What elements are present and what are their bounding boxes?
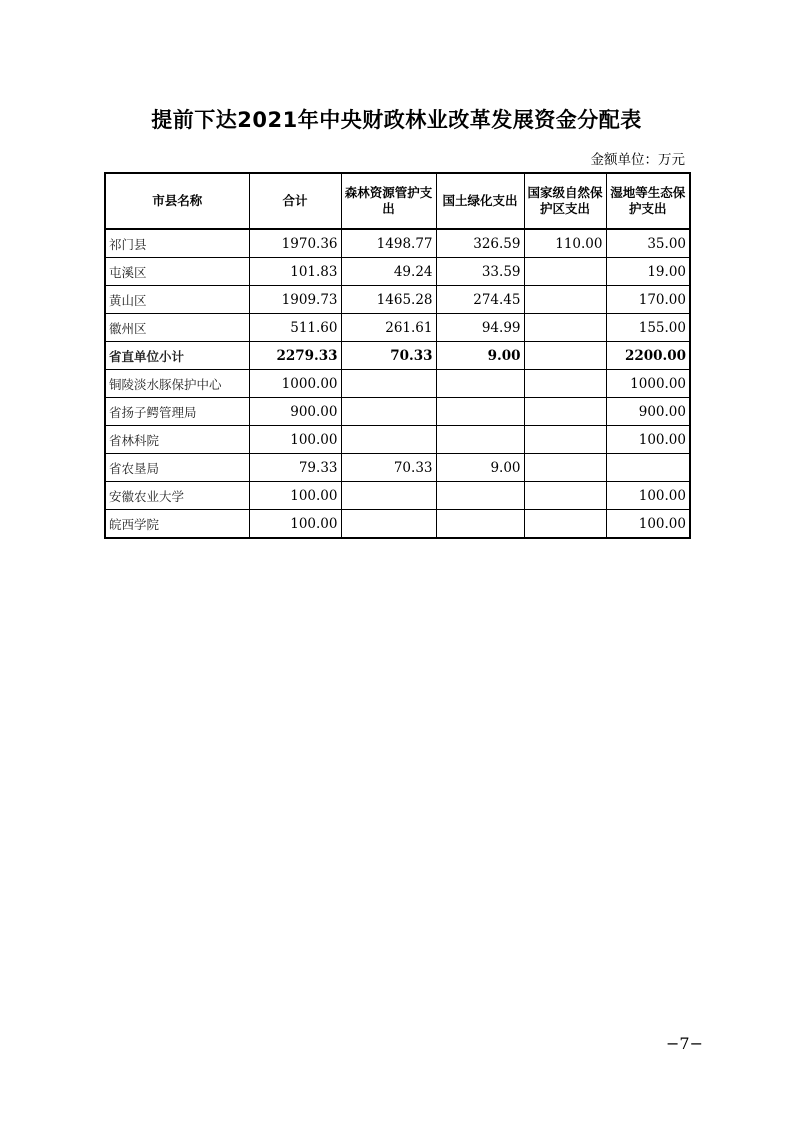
table-row <box>105 454 690 482</box>
cell-region-name: 省林科院 <box>105 426 249 454</box>
table-row <box>105 229 690 258</box>
cell-total: 101.83 <box>249 258 341 286</box>
cell-wetland-protection: 155.00 <box>606 314 690 342</box>
cell-total: 100.00 <box>249 482 341 510</box>
cell-total: 1000.00 <box>249 370 341 398</box>
cell-wetland-protection: 1000.00 <box>606 370 690 398</box>
cell-region-name: 皖西学院 <box>105 510 249 539</box>
cell-land-greening: 33.59 <box>436 258 524 286</box>
cell-nature-reserve <box>524 286 606 314</box>
cell-forest-management <box>341 426 436 454</box>
cell-nature-reserve <box>524 454 606 482</box>
table-row <box>105 258 690 286</box>
cell-land-greening: 9.00 <box>436 454 524 482</box>
page-title: 提前下达2021年中央财政林业改革发展资金分配表 <box>151 108 642 132</box>
cell-forest-management: 1465.28 <box>341 286 436 314</box>
table-row <box>105 482 690 510</box>
cell-forest-management: 70.33 <box>341 454 436 482</box>
table-header-row <box>105 173 690 229</box>
cell-nature-reserve <box>524 426 606 454</box>
cell-land-greening: 94.99 <box>436 314 524 342</box>
cell-nature-reserve <box>524 370 606 398</box>
cell-nature-reserve <box>524 398 606 426</box>
cell-total: 100.00 <box>249 510 341 539</box>
cell-total: 79.33 <box>249 454 341 482</box>
cell-region-name: 省扬子鳄管理局 <box>105 398 249 426</box>
cell-wetland-protection: 900.00 <box>606 398 690 426</box>
cell-region-name: 省农垦局 <box>105 454 249 482</box>
cell-forest-management: 49.24 <box>341 258 436 286</box>
cell-wetland-protection: 35.00 <box>606 229 690 258</box>
cell-region-name: 屯溪区 <box>105 258 249 286</box>
cell-forest-management: 261.61 <box>341 314 436 342</box>
cell-region-name: 祁门县 <box>105 229 249 258</box>
cell-nature-reserve <box>524 510 606 539</box>
header-nature-reserve: 国家级自然保护区支出 <box>524 173 606 229</box>
cell-nature-reserve: 110.00 <box>524 229 606 258</box>
cell-land-greening: 326.59 <box>436 229 524 258</box>
cell-forest-management <box>341 370 436 398</box>
table-row <box>105 398 690 426</box>
cell-forest-management <box>341 482 436 510</box>
cell-land-greening: 274.45 <box>436 286 524 314</box>
cell-nature-reserve <box>524 314 606 342</box>
cell-wetland-protection: 19.00 <box>606 258 690 286</box>
cell-forest-management: 70.33 <box>341 342 436 370</box>
cell-forest-management <box>341 510 436 539</box>
cell-land-greening <box>436 370 524 398</box>
cell-region-name: 安徽农业大学 <box>105 482 249 510</box>
cell-land-greening <box>436 426 524 454</box>
cell-wetland-protection: 170.00 <box>606 286 690 314</box>
cell-region-name: 徽州区 <box>105 314 249 342</box>
header-wetland-protection: 湿地等生态保护支出 <box>606 173 690 229</box>
cell-region-name: 省直单位小计 <box>105 342 249 370</box>
cell-total: 511.60 <box>249 314 341 342</box>
cell-region-name: 黄山区 <box>105 286 249 314</box>
header-land-greening: 国土绿化支出 <box>436 173 524 229</box>
subtotal-row <box>105 342 690 370</box>
cell-nature-reserve <box>524 258 606 286</box>
cell-wetland-protection: 2200.00 <box>606 342 690 370</box>
cell-forest-management <box>341 398 436 426</box>
cell-wetland-protection: 100.00 <box>606 482 690 510</box>
cell-total: 900.00 <box>249 398 341 426</box>
cell-total: 1970.36 <box>249 229 341 258</box>
cell-nature-reserve <box>524 342 606 370</box>
cell-wetland-protection: 100.00 <box>606 426 690 454</box>
header-region-name: 市县名称 <box>105 173 249 229</box>
table-row <box>105 286 690 314</box>
cell-total: 1909.73 <box>249 286 341 314</box>
unit-label: 金额单位：万元 <box>590 152 685 168</box>
cell-land-greening <box>436 482 524 510</box>
table-row <box>105 370 690 398</box>
table-row <box>105 426 690 454</box>
cell-land-greening <box>436 510 524 539</box>
cell-total: 2279.33 <box>249 342 341 370</box>
allocation-table <box>104 172 691 539</box>
cell-forest-management: 1498.77 <box>341 229 436 258</box>
header-forest-management: 森林资源管护支出 <box>341 173 436 229</box>
header-total: 合计 <box>249 173 341 229</box>
table-row <box>105 314 690 342</box>
cell-wetland-protection: 100.00 <box>606 510 690 539</box>
cell-nature-reserve <box>524 482 606 510</box>
page-number: −7− <box>666 1034 703 1053</box>
cell-region-name: 铜陵淡水豚保护中心 <box>105 370 249 398</box>
cell-wetland-protection <box>606 454 690 482</box>
cell-total: 100.00 <box>249 426 341 454</box>
table-row <box>105 510 690 539</box>
cell-land-greening <box>436 398 524 426</box>
cell-land-greening: 9.00 <box>436 342 524 370</box>
